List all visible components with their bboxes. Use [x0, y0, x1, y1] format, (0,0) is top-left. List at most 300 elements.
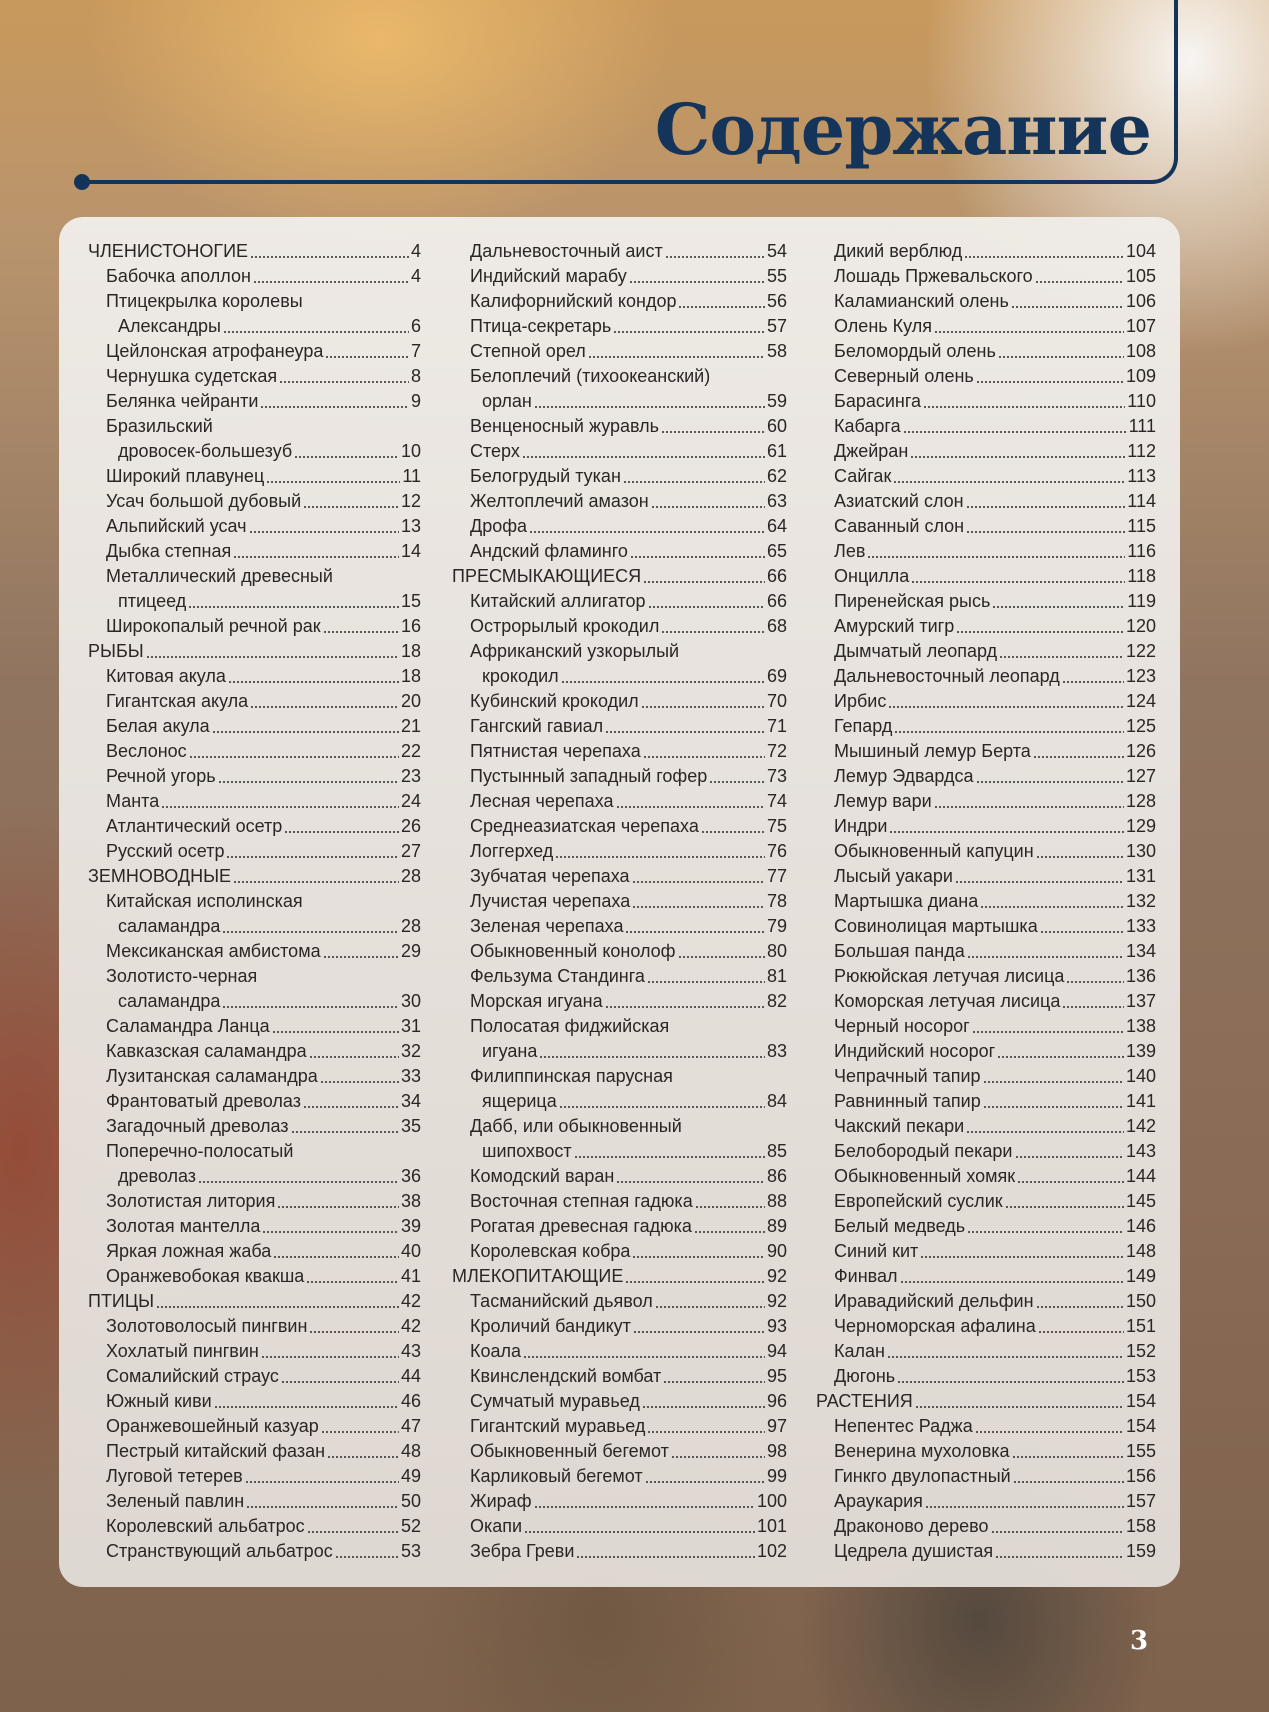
page-title: Содержание: [654, 88, 1151, 171]
toc-entry-title: Лемур Эдвардса: [834, 766, 974, 786]
toc-entry-link[interactable]: [88, 989, 421, 1014]
toc-entry-link[interactable]: [88, 264, 421, 289]
toc-entry-link[interactable]: [816, 789, 1156, 814]
toc-entry-link[interactable]: [816, 364, 1156, 389]
toc-page-number: 125: [1125, 716, 1156, 736]
toc-entry-title: Венценосный журавль: [470, 416, 660, 436]
dot-leader: [249, 531, 399, 533]
toc-section-link[interactable]: [816, 1389, 1156, 1414]
dot-leader: [226, 856, 399, 858]
toc-page-number: 74: [766, 791, 787, 811]
toc-page-number: 49: [400, 1466, 421, 1486]
dot-leader: [1038, 1331, 1124, 1333]
dot-leader: [277, 1206, 399, 1208]
toc-entry-link[interactable]: [452, 314, 787, 339]
toc-entry-link[interactable]: [452, 764, 787, 789]
toc-page-number: 62: [766, 466, 787, 486]
toc-entry-link[interactable]: [88, 914, 421, 939]
toc-entry-link[interactable]: [88, 1489, 421, 1514]
toc-entry-link[interactable]: [816, 1164, 1156, 1189]
toc-page-number: 10: [400, 441, 421, 461]
dot-leader: [1066, 981, 1124, 983]
toc-entry-link[interactable]: [88, 1239, 421, 1264]
toc-entry-link[interactable]: [88, 1514, 421, 1539]
toc-entry-title: Странствующий альбатрос: [106, 1541, 333, 1561]
dot-leader: [250, 706, 399, 708]
toc-entry-link[interactable]: [816, 889, 1156, 914]
toc-page-number: 50: [400, 1491, 421, 1511]
toc-entry-link[interactable]: [88, 1214, 421, 1239]
toc-section-link[interactable]: [88, 1289, 421, 1314]
dot-leader: [250, 256, 409, 258]
toc-entry-link[interactable]: [452, 389, 787, 414]
toc-page-number: 152: [1125, 1341, 1156, 1361]
dot-leader: [559, 1106, 765, 1108]
toc-entry-link[interactable]: [452, 239, 787, 264]
dot-leader: [645, 1481, 765, 1483]
toc-entry-link[interactable]: [88, 839, 421, 864]
toc-page-number: 86: [766, 1166, 787, 1186]
toc-section-link[interactable]: [452, 1264, 787, 1289]
toc-entry-link[interactable]: [452, 789, 787, 814]
toc-entry-link[interactable]: [816, 1139, 1156, 1164]
toc-page-number: 114: [1127, 491, 1156, 511]
toc-entry-title: Северный олень: [834, 366, 974, 386]
toc-entry-link[interactable]: [816, 389, 1156, 414]
toc-entry-link[interactable]: [452, 889, 787, 914]
dot-leader: [309, 1056, 399, 1058]
toc-entry-title: Филиппинская парусная: [470, 1066, 673, 1086]
toc-entry-title: Гигантский муравьед: [470, 1416, 646, 1436]
toc-entry-title: птицеед: [118, 591, 187, 611]
dot-leader: [911, 581, 1125, 583]
toc-entry-title: РАСТЕНИЯ: [816, 1391, 913, 1411]
dot-leader: [894, 731, 1124, 733]
toc-page-number: 134: [1125, 941, 1156, 961]
dot-leader: [534, 1506, 755, 1508]
toc-entry-link[interactable]: [88, 364, 421, 389]
toc-entry-link[interactable]: [88, 614, 421, 639]
toc-entry-title: Каламианский олень: [834, 291, 1009, 311]
toc-page-number: 98: [766, 1441, 787, 1461]
toc-entry-link[interactable]: [88, 1189, 421, 1214]
toc-entry-link[interactable]: [816, 1189, 1156, 1214]
dot-leader: [983, 1106, 1124, 1108]
toc-entry-link[interactable]: [816, 839, 1156, 864]
toc-entry-title: Калифорнийский кондор: [470, 291, 677, 311]
toc-entry-link[interactable]: [88, 939, 421, 964]
toc-entry-link[interactable]: [816, 1039, 1156, 1064]
toc-entry-title: Бабочка аполлон: [106, 266, 251, 286]
toc-entry-link[interactable]: [452, 1139, 787, 1164]
dot-leader: [576, 1556, 755, 1558]
toc-entry-link[interactable]: [816, 1064, 1156, 1089]
toc-entry-link[interactable]: [816, 639, 1156, 664]
toc-entry-link[interactable]: [88, 514, 421, 539]
toc-entry-title: Хохлатый пингвин: [106, 1341, 259, 1361]
toc-entry-link[interactable]: [816, 464, 1156, 489]
toc-entry-link[interactable]: [88, 1539, 421, 1564]
toc-page-number: 78: [766, 891, 787, 911]
toc-entry-link[interactable]: [452, 589, 787, 614]
toc-entry-link[interactable]: [816, 1489, 1156, 1514]
dot-leader: [955, 881, 1124, 883]
toc-entry-link[interactable]: [88, 789, 421, 814]
toc-entry-link[interactable]: [452, 539, 787, 564]
dot-leader: [997, 1056, 1124, 1058]
toc-entry-link[interactable]: [816, 1114, 1156, 1139]
toc-entry-title: Мексиканская амбистома: [106, 941, 321, 961]
toc-entry-title: Пестрый китайский фазан: [106, 1441, 326, 1461]
toc-page-number: 119: [1127, 591, 1156, 611]
toc-entry-link[interactable]: [452, 489, 787, 514]
toc-page-number: 52: [400, 1516, 421, 1536]
toc-entry-link[interactable]: [816, 339, 1156, 364]
toc-entry-link[interactable]: [816, 864, 1156, 889]
toc-entry-link[interactable]: [88, 1064, 421, 1089]
dot-leader: [539, 1056, 765, 1058]
toc-entry-link[interactable]: [816, 589, 1156, 614]
toc-entry-title: Синий кит: [834, 1241, 919, 1261]
toc-entry-link[interactable]: [452, 264, 787, 289]
toc-entry-link[interactable]: [452, 1339, 787, 1364]
toc-page-number: 133: [1125, 916, 1156, 936]
dot-leader: [284, 831, 399, 833]
toc-entry-link[interactable]: [452, 1189, 787, 1214]
toc-entry-title: дровосек-большезуб: [118, 441, 293, 461]
toc-entry-link[interactable]: [452, 1239, 787, 1264]
toc-entry-link[interactable]: [816, 1414, 1156, 1439]
toc-entry-link[interactable]: [816, 1264, 1156, 1289]
toc-entry-link: [88, 964, 421, 989]
toc-entry-link[interactable]: [452, 914, 787, 939]
toc-entry-title: Цедрела душистая: [834, 1541, 994, 1561]
toc-entry-link[interactable]: [816, 1314, 1156, 1339]
toc-entry-link[interactable]: [88, 1164, 421, 1189]
toc-entry-link[interactable]: [88, 1464, 421, 1489]
toc-entry-title: Тасманийский дьявол: [470, 1291, 653, 1311]
dot-leader: [923, 406, 1125, 408]
dot-leader: [678, 956, 765, 958]
toc-entry-link[interactable]: [816, 514, 1156, 539]
toc-page-number: 39: [400, 1216, 421, 1236]
toc-entry-link[interactable]: [88, 664, 421, 689]
dot-leader: [663, 1381, 765, 1383]
dot-leader: [233, 556, 399, 558]
toc-entry-link[interactable]: [816, 914, 1156, 939]
toc-entry-title: Совинолицая мартышка: [834, 916, 1038, 936]
toc-entry-title: Чакский пекари: [834, 1116, 965, 1136]
toc-entry-link[interactable]: [88, 314, 421, 339]
toc-entry-title: Королевская кобра: [470, 1241, 631, 1261]
dot-leader: [306, 1281, 399, 1283]
dot-leader: [189, 756, 399, 758]
toc-page-number: 111: [1128, 416, 1156, 436]
toc-entry-link[interactable]: [816, 439, 1156, 464]
toc-entry-title: Кабарга: [834, 416, 901, 436]
dot-leader: [915, 1406, 1124, 1408]
toc-entry-link[interactable]: [816, 689, 1156, 714]
toc-entry-link: [452, 639, 787, 664]
toc-entry-link[interactable]: [816, 739, 1156, 764]
toc-entry-link[interactable]: [452, 1289, 787, 1314]
toc-entry-link[interactable]: [452, 739, 787, 764]
dot-leader: [1017, 1181, 1124, 1183]
toc-entry-link[interactable]: [452, 1039, 787, 1064]
toc-entry-link[interactable]: [88, 464, 421, 489]
toc-entry-title: Лошадь Пржевальского: [834, 266, 1033, 286]
toc-entry-link[interactable]: [816, 1514, 1156, 1539]
toc-entry-link[interactable]: [816, 1364, 1156, 1389]
toc-entry-link[interactable]: [452, 439, 787, 464]
toc-section-link[interactable]: [88, 239, 421, 264]
toc-entry-link[interactable]: [88, 1439, 421, 1464]
toc-column-1: [88, 239, 421, 1564]
toc-section-link[interactable]: [88, 639, 421, 664]
toc-page-number: 28: [400, 866, 421, 886]
toc-entry-title: Карликовый бегемот: [470, 1466, 643, 1486]
toc-page-number: 41: [400, 1266, 421, 1286]
toc-entry-link[interactable]: [88, 689, 421, 714]
toc-page-number: 20: [400, 691, 421, 711]
toc-entry-link[interactable]: [816, 1339, 1156, 1364]
frame-corner: [1148, 150, 1178, 184]
toc-page-number: 156: [1125, 1466, 1156, 1486]
toc-entry-title: Олень Куля: [834, 316, 932, 336]
toc-entry-link[interactable]: [452, 1364, 787, 1389]
toc-entry-link[interactable]: [452, 664, 787, 689]
toc-page-number: 56: [766, 291, 787, 311]
toc-entry-title: Коала: [470, 1341, 522, 1361]
dot-leader: [966, 506, 1126, 508]
dot-leader: [889, 831, 1124, 833]
toc-entry-title: Квинслендский вомбат: [470, 1366, 662, 1386]
toc-page-number: 13: [400, 516, 421, 536]
toc-entry-title: Гангский гавиал: [470, 716, 604, 736]
toc-entry-link[interactable]: [816, 814, 1156, 839]
dot-leader: [1012, 1456, 1124, 1458]
toc-entry-link[interactable]: [452, 964, 787, 989]
dot-leader: [291, 1131, 399, 1133]
toc-entry-link[interactable]: [88, 714, 421, 739]
toc-entry-link[interactable]: [816, 764, 1156, 789]
toc-entry-link[interactable]: [452, 464, 787, 489]
toc-entry-title: Логгерхед: [470, 841, 554, 861]
toc-entry-title: Индри: [834, 816, 888, 836]
dot-leader: [246, 1506, 399, 1508]
toc-entry-link[interactable]: [816, 1239, 1156, 1264]
toc-entry-link[interactable]: [452, 864, 787, 889]
toc-entry-link[interactable]: [452, 1539, 787, 1564]
toc-page-number: 149: [1125, 1266, 1156, 1286]
toc-section-link[interactable]: [88, 864, 421, 889]
toc-entry-link[interactable]: [452, 1464, 787, 1489]
toc-entry-link[interactable]: [816, 289, 1156, 314]
dot-leader: [188, 606, 399, 608]
toc-entry-link[interactable]: [452, 1489, 787, 1514]
toc-entry-link[interactable]: [452, 1164, 787, 1189]
toc-entry-link[interactable]: [816, 1289, 1156, 1314]
toc-entry-link[interactable]: [452, 839, 787, 864]
dot-leader: [294, 456, 399, 458]
toc-entry-link[interactable]: [88, 589, 421, 614]
toc-entry-link[interactable]: [816, 939, 1156, 964]
dot-leader: [555, 856, 765, 858]
toc-entry-link[interactable]: [88, 489, 421, 514]
toc-page-number: 58: [766, 341, 787, 361]
dot-leader: [661, 431, 765, 433]
toc-entry-link[interactable]: [88, 1364, 421, 1389]
toc-entry-link[interactable]: [452, 689, 787, 714]
toc-page-number: 101: [756, 1516, 787, 1536]
toc-page-number: 142: [1125, 1116, 1156, 1136]
toc-page-number: 112: [1127, 441, 1156, 461]
dot-leader: [323, 956, 399, 958]
toc-entry-title: Черный носорог: [834, 1016, 970, 1036]
toc-entry-link[interactable]: [88, 339, 421, 364]
dot-leader: [983, 1081, 1124, 1083]
dot-leader: [999, 656, 1124, 658]
dot-leader: [1015, 1156, 1124, 1158]
dot-leader: [307, 1531, 399, 1533]
dot-leader: [665, 256, 765, 258]
toc-entry-link[interactable]: [452, 814, 787, 839]
toc-entry-link[interactable]: [452, 989, 787, 1014]
dot-leader: [956, 631, 1124, 633]
toc-entry-link[interactable]: [88, 1014, 421, 1039]
toc-entry-link[interactable]: [816, 989, 1156, 1014]
toc-entry-title: ящерица: [482, 1091, 557, 1111]
toc-entry-title: Пятнистая черепаха: [470, 741, 641, 761]
toc-entry-link[interactable]: [452, 414, 787, 439]
dot-leader: [228, 681, 399, 683]
toc-entry-link[interactable]: [816, 614, 1156, 639]
toc-entry-link[interactable]: [452, 939, 787, 964]
dot-leader: [888, 706, 1124, 708]
toc-entry-link[interactable]: [452, 714, 787, 739]
toc-entry-title: Зебра Греви: [470, 1541, 575, 1561]
toc-entry-link[interactable]: [88, 1339, 421, 1364]
toc-entry-title: Лесная черепаха: [470, 791, 614, 811]
dot-leader: [925, 1506, 1124, 1508]
toc-entry-link[interactable]: [452, 289, 787, 314]
dot-leader: [972, 1031, 1124, 1033]
toc-page-number: 128: [1125, 791, 1156, 811]
toc-entry-title: Желтоплечий амазон: [470, 491, 649, 511]
toc-entry-link[interactable]: [816, 539, 1156, 564]
toc-entry-title: Индийский марабу: [470, 266, 627, 286]
toc-page-number: 150: [1125, 1291, 1156, 1311]
toc-entry-title: Непентес Раджа: [834, 1416, 973, 1436]
toc-entry-link[interactable]: [452, 1214, 787, 1239]
toc-entry-link[interactable]: [88, 739, 421, 764]
toc-entry-title: Гинкго двулопастный: [834, 1466, 1011, 1486]
toc-entry-link[interactable]: [816, 1539, 1156, 1564]
toc-entry-link[interactable]: [816, 1214, 1156, 1239]
dot-leader: [980, 906, 1124, 908]
toc-entry-title: Индийский носорог: [834, 1041, 996, 1061]
toc-entry-link[interactable]: [816, 714, 1156, 739]
toc-entry-link[interactable]: [816, 239, 1156, 264]
toc-entry-link[interactable]: [452, 1314, 787, 1339]
toc-entry-link[interactable]: [816, 1014, 1156, 1039]
toc-page-number: 6: [410, 316, 421, 336]
toc-entry-link[interactable]: [88, 1314, 421, 1339]
dot-leader: [629, 281, 765, 283]
toc-page-number: 66: [766, 566, 787, 586]
toc-entry-title: саламандра: [118, 916, 221, 936]
toc-entry-title: орлан: [482, 391, 532, 411]
toc-entry-link[interactable]: [88, 1264, 421, 1289]
toc-panel: [59, 217, 1180, 1587]
toc-section-link[interactable]: [452, 564, 787, 589]
toc-entry-title: Чепрачный тапир: [834, 1066, 981, 1086]
toc-entry-link[interactable]: [816, 264, 1156, 289]
toc-entry-link[interactable]: [88, 539, 421, 564]
toc-entry-link[interactable]: [452, 1089, 787, 1114]
toc-entry-link[interactable]: [452, 1414, 787, 1439]
toc-page-number: 82: [766, 991, 787, 1011]
toc-entry-title: Рюкюйская летучая лисица: [834, 966, 1065, 986]
toc-entry-link[interactable]: [816, 489, 1156, 514]
dot-leader: [998, 356, 1124, 358]
toc-entry-title: Зубчатая черепаха: [470, 866, 630, 886]
toc-entry-link[interactable]: [816, 564, 1156, 589]
toc-entry-link[interactable]: [88, 1114, 421, 1139]
toc-entry-link[interactable]: [816, 1089, 1156, 1114]
toc-entry-link[interactable]: [816, 1439, 1156, 1464]
toc-entry-title: Белый медведь: [834, 1216, 966, 1236]
dot-leader: [655, 1306, 765, 1308]
toc-entry-link[interactable]: [88, 1039, 421, 1064]
dot-leader: [964, 256, 1124, 258]
toc-entry-link[interactable]: [452, 1389, 787, 1414]
toc-entry-title: Дымчатый леопард: [834, 641, 998, 661]
toc-entry-title: Сумчатый муравьед: [470, 1391, 640, 1411]
toc-entry-link[interactable]: [88, 1089, 421, 1114]
toc-entry-title: Альпийский усач: [106, 516, 247, 536]
toc-entry-title: Дюгонь: [834, 1366, 896, 1386]
toc-entry-link[interactable]: [88, 1414, 421, 1439]
toc-entry-link[interactable]: [816, 964, 1156, 989]
toc-entry-link[interactable]: [452, 514, 787, 539]
toc-entry-link[interactable]: [452, 339, 787, 364]
toc-page-number: 139: [1125, 1041, 1156, 1061]
toc-entry-link[interactable]: [88, 814, 421, 839]
toc-entry-link[interactable]: [816, 664, 1156, 689]
toc-entry-title: Золотистая литория: [106, 1191, 276, 1211]
toc-entry-link[interactable]: [816, 314, 1156, 339]
toc-page-number: 12: [400, 491, 421, 511]
dot-leader: [910, 456, 1125, 458]
toc-entry-title: Саванный слон: [834, 516, 965, 536]
toc-entry-link[interactable]: [88, 389, 421, 414]
toc-page-number: 15: [400, 591, 421, 611]
toc-page-number: 120: [1125, 616, 1156, 636]
toc-page-number: 154: [1125, 1391, 1156, 1411]
toc-page-number: 136: [1125, 966, 1156, 986]
toc-entry-link[interactable]: [452, 614, 787, 639]
toc-entry-link[interactable]: [88, 439, 421, 464]
dot-leader: [214, 1406, 399, 1408]
toc-entry-link[interactable]: [816, 1464, 1156, 1489]
toc-entry-link[interactable]: [452, 1439, 787, 1464]
toc-entry-link[interactable]: [88, 1389, 421, 1414]
toc-entry-link[interactable]: [88, 764, 421, 789]
toc-entry-link[interactable]: [816, 414, 1156, 439]
toc-page-number: 24: [400, 791, 421, 811]
toc-entry-link[interactable]: [452, 1514, 787, 1539]
